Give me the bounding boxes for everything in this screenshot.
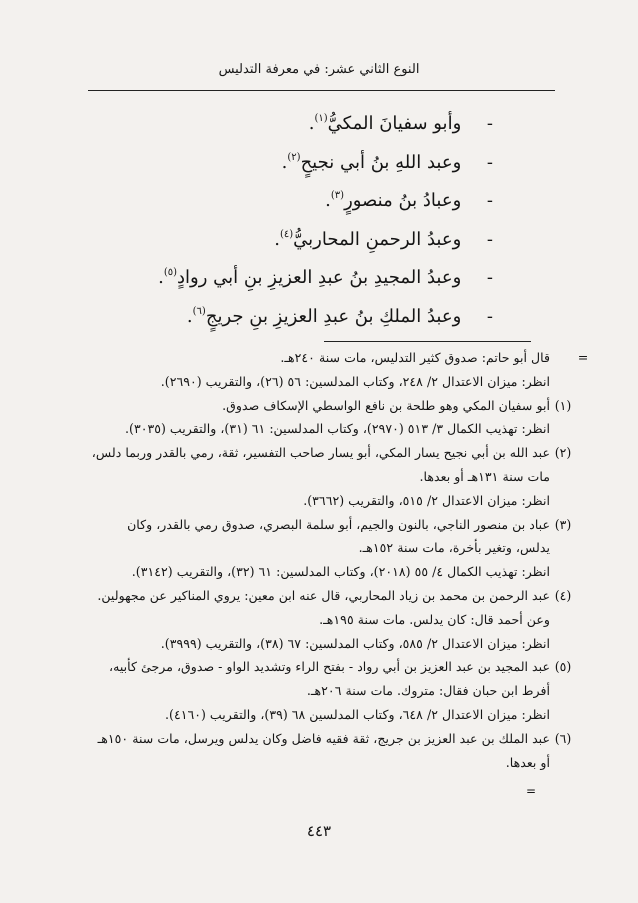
footnote-text: قال أبو حاتم: صدوق كثير التدليس، مات سنة ٢٤٠هـ. xyxy=(280,350,550,365)
footnote-text: انظر: تهذيب الكمال ٤/ ٥٥ (٢٠١٨)، وكتاب المدلسين: ٦١ (٣٢)، والتقريب (٣١٤٢). xyxy=(131,564,550,580)
footnote-text: أو بعدها. xyxy=(505,754,550,770)
list-item xyxy=(93,139,493,178)
footnote-line xyxy=(60,655,572,679)
list-dash: - xyxy=(486,305,493,327)
footnote-text: عبد الملك بن عبد العزيز بن جريج، ثقة فقيه فاضل وكان يدلس ويرسل، مات سنة ١٥٠هـ xyxy=(97,730,550,746)
list-dash: - xyxy=(486,228,493,250)
footnote-number: (٥) xyxy=(554,659,572,675)
footnote-text: انظر: ميزان الاعتدال ٢/ ٦٤٨، وكتاب المدلسين ٦٨ (٣٩)، والتقريب (٤١٦٠). xyxy=(165,706,550,722)
footnote-line xyxy=(60,465,550,489)
list-item xyxy=(93,100,493,139)
header-rule xyxy=(88,90,555,91)
footnote-text: انظر: ميزان الاعتدال ٢/ ٥٨٥، وكتاب المدلسين: ٦٧ (٣٨)، والتقريب (٣٩٩٩). xyxy=(160,635,550,651)
footnote-text: انظر: تهذيب الكمال ٣/ ٥١٣ (٢٩٧٠)، وكتاب المدلسين: ٦١ (٣١)، والتقريب (٣٠٣٥). xyxy=(125,421,550,437)
narrator-list xyxy=(93,100,493,331)
footnote-text: مات سنة ١٣١هـ أو بعدها. xyxy=(419,468,550,484)
footnote-line xyxy=(60,560,550,584)
narrator-name: وعبادُ بنُ منصورٍ xyxy=(344,190,462,211)
page-number: ٤٤٣ xyxy=(306,822,332,840)
footnotes-section xyxy=(60,346,589,774)
footnote-text: أبو سفيان المكي وهو طلحة بن نافع الواسطي الإسكاف صدوق. xyxy=(222,397,550,413)
footnote-rule xyxy=(324,341,531,342)
footnote-number: (٦) xyxy=(554,730,572,746)
list-dash: - xyxy=(486,151,493,173)
list-dash: - xyxy=(486,190,493,211)
narrator-name: وعبدُ المجيدِ بنُ عبدِ العزيزِ بنِ أبي روادٍ xyxy=(177,267,462,288)
footnote-line xyxy=(60,632,550,656)
footnote-line xyxy=(60,513,572,537)
narrator-name: وعبدُ الرحمنِ المحاربيُّ xyxy=(293,228,462,250)
narrator-name: وأبو سفيانَ المكيُّ xyxy=(327,113,462,134)
footnote-ref: (٦) xyxy=(192,305,206,317)
list-item xyxy=(93,254,493,293)
footnote-ref: (٤) xyxy=(279,228,294,240)
list-item xyxy=(93,177,493,216)
list-period: . xyxy=(281,151,288,173)
footnote-line xyxy=(60,441,572,465)
footnote-line xyxy=(60,751,550,775)
list-dash: - xyxy=(486,267,493,288)
list-period: . xyxy=(274,228,280,250)
footnote-ref: (١) xyxy=(314,113,328,124)
list-item xyxy=(93,216,493,255)
narrator-name: وعبد اللهِ بنُ أبي نجيحٍ xyxy=(300,151,462,173)
footnote-line xyxy=(60,703,550,727)
footnote-text: أفرط ابن حبان فقال: متروك. مات سنة ٢٠٦هـ. xyxy=(306,683,550,699)
footnote-text: وعن أحمد قال: كان يدلس. مات سنة ١٩٥هـ. xyxy=(319,611,550,627)
footnote-number: (١) xyxy=(554,397,572,413)
list-period: . xyxy=(325,190,331,211)
narrator-name: وعبدُ الملكِ بنُ عبدِ العزيزِ بنِ جريجٍ xyxy=(205,305,462,327)
list-dash: - xyxy=(486,113,493,134)
footnote-ref: (٣) xyxy=(330,190,345,201)
continuation-mark: = xyxy=(577,350,589,365)
footnote-number: (٢) xyxy=(554,445,572,461)
footnote-number: (٤) xyxy=(554,587,572,603)
list-item xyxy=(93,293,493,332)
continuation-end-mark: = xyxy=(525,784,536,798)
footnote-line xyxy=(60,679,550,703)
list-period: . xyxy=(186,305,193,327)
footnote-line xyxy=(60,727,572,751)
footnote-ref: (٢) xyxy=(287,151,301,163)
footnote-line xyxy=(60,608,550,632)
footnote-text: يدلس، وتغير بأخرة، مات سنة ١٥٢هـ. xyxy=(358,540,550,556)
footnote-text: عباد بن منصور الناجي، بالنون والجيم، أبو سلمة البصري، صدوق رمي بالقدر، وكان xyxy=(127,516,550,532)
footnote-number: (٣) xyxy=(554,516,572,532)
footnote-ref: (٥) xyxy=(163,267,177,278)
footnote-text: انظر: ميزان الاعتدال ٢/ ٥١٥، والتقريب (٣٦٦٢). xyxy=(303,492,550,508)
list-period: . xyxy=(308,113,315,134)
footnote-line xyxy=(60,489,550,513)
footnote-line xyxy=(60,584,572,608)
footnote-line xyxy=(60,370,550,394)
footnote-text: عبد الله بن أبي نجيح يسار المكي، أبو يسار صاحب التفسير، ثقة، رمي بالقدر وربما دلس، xyxy=(91,445,550,461)
footnote-line xyxy=(60,417,550,441)
footnote-line xyxy=(60,346,589,370)
footnote-line xyxy=(60,394,572,418)
running-header: النوع الثاني عشر: في معرفة التدليس xyxy=(218,62,420,77)
footnote-text: انظر: ميزان الاعتدال ٢/ ٢٤٨، وكتاب المدلسين: ٥٦ (٢٦)، والتقريب (٢٦٩٠). xyxy=(160,373,550,389)
list-period: . xyxy=(158,267,164,288)
footnote-line xyxy=(60,536,550,560)
footnote-text: عبد الرحمن بن محمد بن زياد المحاربي، قال عنه ابن معين: يروي المناكير عن مجهولين. xyxy=(97,587,550,603)
footnote-text: عبد المجيد بن عبد العزيز بن أبي رواد - بفتح الراء وتشديد الواو - صدوق، مرجئ كأبيه، xyxy=(109,659,550,675)
